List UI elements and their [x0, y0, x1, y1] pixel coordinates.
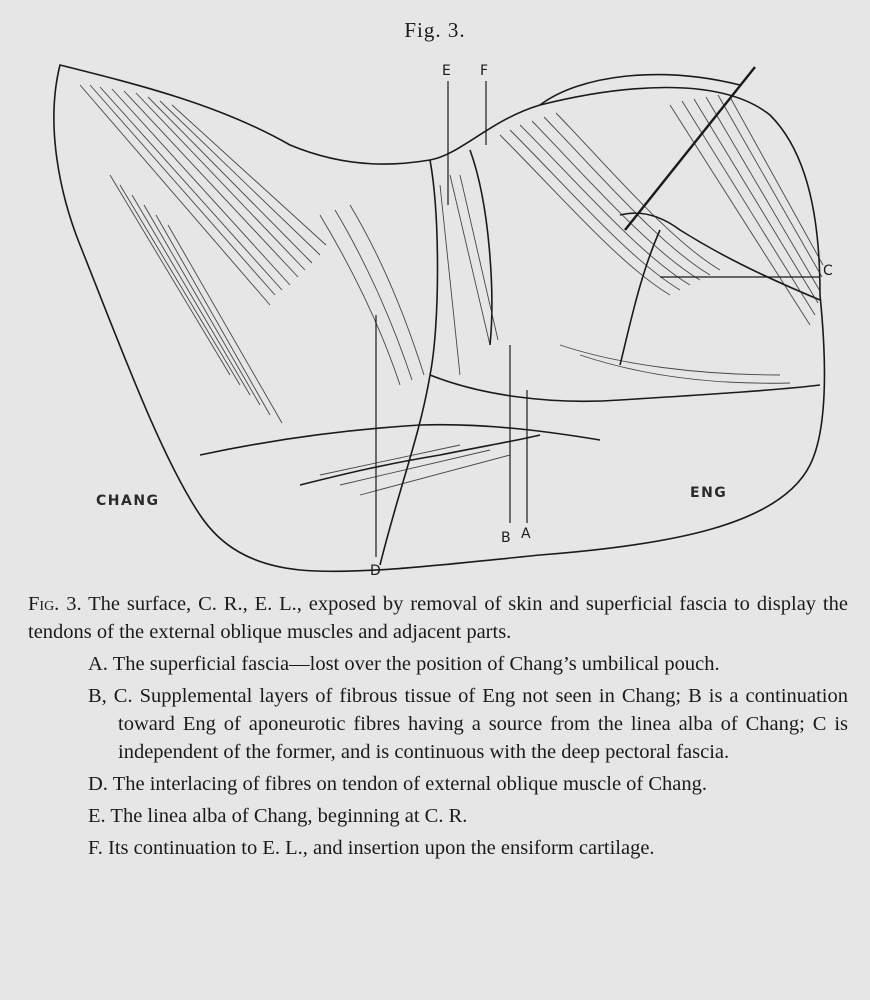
- label-d: D: [370, 563, 382, 579]
- caption-item-key: D.: [88, 773, 108, 795]
- caption-intro: [28, 590, 848, 646]
- figure-title: Fig. 3.: [404, 18, 466, 42]
- caption-item-e: [28, 802, 848, 830]
- caption-item-key: F.: [88, 837, 103, 859]
- caption-text: The surface, C. R., E. L., exposed by removal of skin and superficial fascia to display the tendons of the external oblique muscles and adjacent parts.: [28, 593, 848, 643]
- label-a: A: [521, 526, 532, 542]
- probe-needle: [625, 67, 755, 230]
- label-f: F: [480, 63, 490, 79]
- plate-hatching: [80, 85, 823, 495]
- caption-item-text: The linea alba of Chang, beginning at C. R.: [110, 805, 468, 827]
- label-e: E: [442, 63, 452, 79]
- caption-item-text: Its continuation to E. L., and insertion upon the ensiform cartilage.: [108, 837, 655, 859]
- figure-caption: [28, 590, 848, 862]
- caption-item-f: [28, 834, 848, 862]
- caption-item-key: E.: [88, 805, 106, 827]
- caption-item-key: A.: [88, 653, 108, 675]
- anatomical-plate: [20, 45, 850, 585]
- caption-item-text: The interlacing of fibres on tendon of external oblique muscle of Chang.: [112, 773, 708, 795]
- caption-item-a: [28, 650, 848, 678]
- caption-item-text: Supplemental layers of fibrous tissue of Eng not seen in Chang; B is a continuation toward Eng of aponeurotic fibres having a source from the linea alba of Chang; C is independent of the former, and is continuous with the deep pectoral fascia.: [118, 685, 849, 763]
- label-leaders: [376, 81, 820, 557]
- label-eng: ENG: [690, 485, 728, 501]
- label-chang: CHANG: [96, 493, 160, 509]
- caption-item-d: [28, 770, 848, 798]
- caption-lead: Fig. 3.: [28, 593, 82, 615]
- label-c: C: [823, 263, 834, 279]
- caption-item-text: The superficial fascia—lost over the position of Chang’s umbilical pouch.: [112, 653, 720, 675]
- caption-item-key: B, C.: [88, 685, 133, 707]
- caption-item-bc: [28, 682, 848, 766]
- label-b: B: [501, 530, 512, 546]
